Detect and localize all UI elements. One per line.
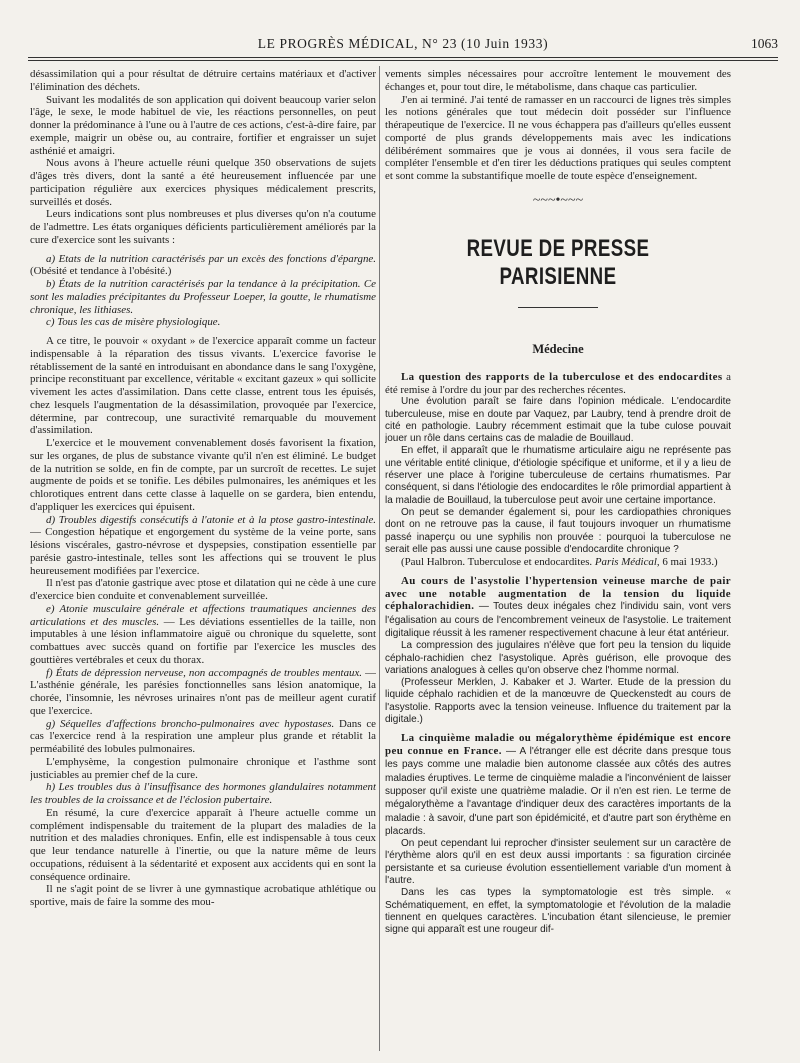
paragraph: En résumé, la cure d'exercice apparaît à l'heure actuelle comme un complément indispensable du traitement de la plupart des maladies de la nutrition et des maladies chroniques. Enfin, elle est indispensable à tous ceux que leur tendance naturelle à l'inertie, ou que la nature même de leurs occupations, réduisent à la sédentarité et exposent aux accidents qui en sont la conséquence ordinaire. <box>30 806 376 883</box>
page-number: 1063 <box>751 36 778 51</box>
paragraph: La compression des jugulaires n'élève que fort peu la tension du liquide céphalo-rachidien chez l'asystolique. Après guérison, elle provoque des variations analogues à celles qu'on observe chez l'homme normal. <box>385 640 731 676</box>
column-divider <box>379 66 380 1051</box>
paragraph: Il n'est pas d'atonie gastrique avec ptose et dilatation qui ne cède à une cure d'exercice bien conduite et convenablement surveillée. <box>30 577 376 602</box>
article-2-reference: (Professeur Merklen, J. Kabaker et J. Warter. Etude de la pression du liquide céphalo rachidien et de la manœuvre de Queckenstedt au cours de l'asystolie. Rapports avec la tension veineuse. Influence du traitement par la digitale.) <box>385 677 731 726</box>
left-column <box>30 68 376 1053</box>
paragraph: vements simples nécessaires pour accroître lentement le mouvement des échanges et, pour tout dire, le métabolisme, dans chaque cas particulier. <box>385 68 731 93</box>
article-1-reference: (Paul Halbron. Tuberculose et endocardites. Paris Médical, 6 mai 1933.) <box>401 556 718 569</box>
paragraph: désassimilation qui a pour résultat de détruire certains matériaux et d'activer l'élimination des déchets. <box>30 68 376 93</box>
list-item-e: e) Atonie musculaire générale et affections traumatiques anciennes des articulations et des muscles. — Les déviations essentielles de la taille, non imputables à une lésion inflammatoire aiguë ou chronique du squelette, sont combattues avec succès quand on fortifie par l'exercice les muscles des gouttières vertébrales et ceux du thorax. <box>30 602 376 666</box>
list-item-f: f) États de dépression nerveuse, non accompagnés de troubles mentaux. — L'asthénie générale, les parésies fonctionnelles sans lésion anatomique, la chorée, l'insomnie, les névroses urinaires n'ont pas de meilleur agent curatif que l'exercice. <box>30 666 376 717</box>
paragraph: Une évolution paraît se faire dans l'opinion médicale. L'endocardite tuberculeuse, mise en doute par Vaquez, par Laubry, tend à prendre droit de cité en pathologie. Laubry récemment estimait que la tube culose pouvait jouer un rôle dans certains cas de maladie de Bouillaud. <box>385 396 731 445</box>
paragraph: Leurs indications sont plus nombreuses et plus diverses qu'on n'a coutume de l'admettre. Les états organiques déficients particulièrement améliorés par la cure d'exercice sont les suivants : <box>30 208 376 246</box>
list-item-a: a) Etats de la nutrition caractérisés par un excès des fonctions d'épargne. (Obésité et tendance à l'obésité.) <box>30 252 376 278</box>
paragraph: J'en ai terminé. J'ai tenté de ramasser en un raccourci de lignes très simples les notions générales que tout médecin doit posséder sur l'influence thérapeutique de l'exercice. Il ne vous échappera pas d'ailleurs qu'elles eussent comporté de plus grands développements mais avec les indications délibérément sommaires que je vous ai données, il vous sera facile de compléter l'ensemble et d'en tirer les déductions pratiques qui seules comptent et sont comme la substantifique moelle de toute espèce d'enseignement. <box>385 93 731 182</box>
article-1-lead: La question des rapports de la tuberculose et des endocardites a été remise à l'ordre du jour par des recherches récentes. <box>385 370 731 396</box>
paragraph: L'emphysème, la congestion pulmonaire chronique et l'asthme sont justiciables au premier chef de la cure. <box>30 755 376 781</box>
paragraph: On peut se demander également si, pour les cardiopathies chroniques dont on ne retrouve pas la cause, il faut toujours invoquer un rhumatisme passé inaperçu ou une syphilis non prouvée : pourquoi la tuberculose ne serait elle pas aussi une cause possible d'endocardite chronique ? <box>385 506 731 555</box>
section-heading: Médecine <box>532 341 584 356</box>
paragraph: A ce titre, le pouvoir « oxydant » de l'exercice apparaît comme un facteur indispensable à la réparation des tissus vivants. L'exercice favorise le rétablissement de la santé en introduisant en abondance dans le sang l'oxygène, principe reconstituant par excellence, véritable « excitant gazeux » qui sollicite vivement les actes d'assimilation. Dans cette classe, entrent tous les épuisés, chez lesquels l'augmentation de la désassimilation, provoquée par l'exercice, détermine, par contrecoup, une suractivité remarquable du mouvement d'assimilation. <box>30 335 376 437</box>
journal-title: LE PROGRÈS MÉDICAL, N° 23 (10 Juin 1933) <box>257 36 549 51</box>
paragraph: En effet, il apparaît que le rhumatisme articulaire aigu ne représente pas une véritable entité clinique, d'étiologie spécifique et uniforme, et il y a lieu de réserver une place à l'origine tuberculeuse de certains rhumatismes. Par conséquent, si dans l'étiologie des endocardites le rôle primordial appartient à la maladie de Bouillaud, la tuberculose peut avoir une certaine importance. <box>385 445 731 506</box>
list-item-c: c) Tous les cas de misère physiologique. <box>46 316 221 329</box>
list-item-d: d) Troubles digestifs consécutifs à l'atonie et à la ptose gastro-intestinale. — Congestion hépatique et engorgement du système de la veine porte, sans lésions viscérales, gastro-névrose et dyspepsies, constipation essentielle par parésie gastro-intestinale, telles sont les affections qui se trouvent le plus heureusement modifiées par l'exercice. <box>30 513 376 577</box>
paragraph: Il ne s'agit point de se livrer à une gymnastique acrobatique athlétique ou sportive, mais de faire la somme des mou- <box>30 883 376 908</box>
header-rule-top <box>28 57 778 58</box>
list-item-b: b) États de la nutrition caractérisés par la tendance à la précipitation. Ce sont les maladies précipitantes du Professeur Loeper, la goutte, le rhumatisme chronique, les lithiases. <box>30 278 376 316</box>
paragraph: Suivant les modalités de son application qui doivent beaucoup varier selon l'âge, le sexe, le mode habituel de vie, les réactions personnelles, on peut donner la prédominance à l'une ou à l'autre de ces actions, c'est-à-dire faire, par exemple, maigrir un obèse ou, au contraire, fortifier et engraisser un sujet asthénié et amaigri. <box>30 93 376 157</box>
paragraph: L'exercice et le mouvement convenablement dosés favorisent la fixation, sur les organes, de plus de substance vivante qu'il n'en est éliminé. Le budget de la nutrition se solde, en fin de compte, par un surcroît de recettes. Le sujet augmente de poids et se tonifie. Les débiles pulmonaires, les anémiques et les chlorotiques entrent dans cette classe à laquelle on se gardera, bien entendu, d'appliquer les exercices qui épuisent. <box>30 437 376 513</box>
ornament-divider: ~~~•~~~ <box>532 192 584 208</box>
paragraph: Dans les cas types la symptomatologie est très simple. « Schématiquement, en effet, la symptomatologie et l'évolution de la maladie tiennent en quelques caractères. L'incubation étant silencieuse, le premier signe qui apparaît est une rougeur dif- <box>385 887 731 936</box>
revue-title: REVUE DE PRESSE PARISIENNE <box>466 234 650 290</box>
list-item-g: g) Séquelles d'affections broncho-pulmonaires avec hypostases. Dans ce cas l'exercice rend à la respiration une ampleur plus grande et rétablit la perméabilité des lobules pulmonaires. <box>30 717 376 755</box>
paragraph: Nous avons à l'heure actuelle réuni quelque 350 observations de sujets d'âges très divers, dont la santé a été heureusement influencée par une participation régulière aux exercices physiques médicalement prescrits, surveillés et dosés. <box>30 157 376 208</box>
paragraph: On peut cependant lui reprocher d'insister seulement sur un caractère de l'érythème alors qu'il en est deux aussi importants : sa figuration circinée persistante et sa curieuse évolution essentiellement variable d'un moment à l'autre. <box>385 838 731 887</box>
right-column <box>385 68 731 1053</box>
article-3-lead: La cinquième maladie ou mégalorythème épidémique est encore peu connue en France. — A l'étranger elle est décrite dans presque tous les pays comme une maladie bien autonome classée aux côtés des autres maladies éruptives. Le terme de cinquième maladie a l'inconvénient de laisser supposer qu'il existe une quatrième maladie. Or il n'en est rien. Le terme de mégalorythème a l'avantage d'indiquer deux des caractères importants de la maladie : à savoir, d'une part son épidémicité, et d'autre part son érythème en placards. <box>385 732 731 837</box>
article-2-lead: Au cours de l'asystolie l'hypertension veineuse marche de pair avec une notable augmentation de la tension du liquide céphalorachidien. — Toutes deux inégales chez l'individu sain, vont vers l'égalisation au cours de l'encombrement veineux de l'asystolie. Le traitement digitalique réussit à les ramener respectivement chacune à leur état antérieur. <box>385 574 731 639</box>
page-header <box>28 36 778 58</box>
title-rule <box>518 307 598 308</box>
list-item-h: h) Les troubles dus à l'insuffisance des hormones glandulaires notamment les troubles de la croissance et de l'éclosion pubertaire. <box>30 781 376 806</box>
header-rule-bottom <box>28 60 778 61</box>
